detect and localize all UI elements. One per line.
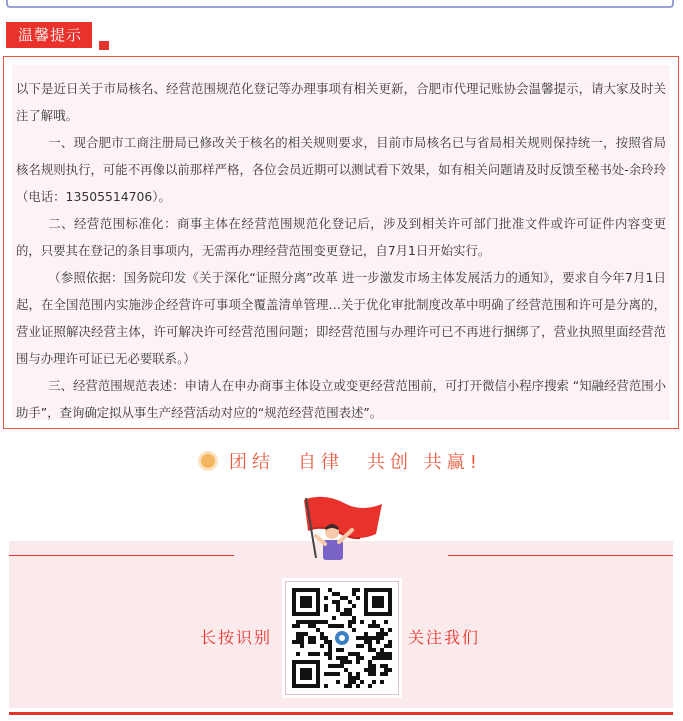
notice-item-1: 一、现合肥市工商注册局已修改关于核名的相关规则要求，目前市局核名已与省局相关规则保持统一，按照省局核名规则执行，可能不再像以前那样严格，各位会员近期可以测试看下效果，如有相关问题请及时反馈至秘书处-余玲玲（电话：13505514706）。 bbox=[16, 135, 666, 204]
long-press-label: 长按识别 bbox=[200, 628, 273, 647]
sun-icon bbox=[201, 454, 215, 468]
flag-bearer-icon bbox=[294, 490, 389, 560]
slogan-text: 团结 自律 共创 共赢! bbox=[229, 452, 482, 473]
notice-item-2: 二、经营范围标准化：商事主体在经营范围规范化登记后，涉及到相关许可部门批准文件或许可证件内容变更的，只要其在登记的条目事项内，无需再办理经营范围变更登记，自7月1日开始实行。 bbox=[16, 216, 666, 258]
qr-code-icon bbox=[286, 582, 398, 694]
notice-tab-corner bbox=[99, 41, 109, 50]
notice-tab bbox=[6, 22, 92, 48]
qr-code[interactable] bbox=[285, 581, 399, 695]
notice-body bbox=[16, 75, 666, 426]
notice-item-4: 三、经营范围规范表述：申请人在申办商事主体设立或变更经营范围前，可打开微信小程序搜索 “知融经营范围小助手”，查询确定拟从事生产经营活动对应的“规范经营范围表述”。 bbox=[16, 378, 666, 420]
divider-left bbox=[9, 555, 234, 556]
slogan bbox=[0, 448, 683, 474]
notice-inner bbox=[12, 65, 670, 420]
notice-intro: 以下是近日关于市局核名、经营范围规范化登记等办理事项有相关更新，合肥市代理记账协会温馨提示，请大家及时关注了解哦。 bbox=[16, 81, 666, 123]
follow-us-label: 关注我们 bbox=[408, 628, 481, 647]
notice-item-3: （参照依据：国务院印发《关于深化“证照分离”改革 进一步激发市场主体发展活力的通知》，要求自今年7月1日起，在全国范围内实施涉企经营许可事项全覆盖清单管理…关于优化审批制度改革中明确了经营范围和许可是分离的，营业证照解决经营主体，许可解决许可经营范围问题；即经营范围与办理许可已不再进行捆绑了，营业执照里面经营范围与办理许可证已无必要联系。） bbox=[16, 270, 666, 366]
notice-card bbox=[3, 56, 679, 429]
divider-right bbox=[448, 555, 673, 556]
notice-tab-label: 温馨提示 bbox=[18, 26, 83, 44]
bottom-line bbox=[9, 712, 673, 715]
top-frame bbox=[6, 0, 674, 8]
